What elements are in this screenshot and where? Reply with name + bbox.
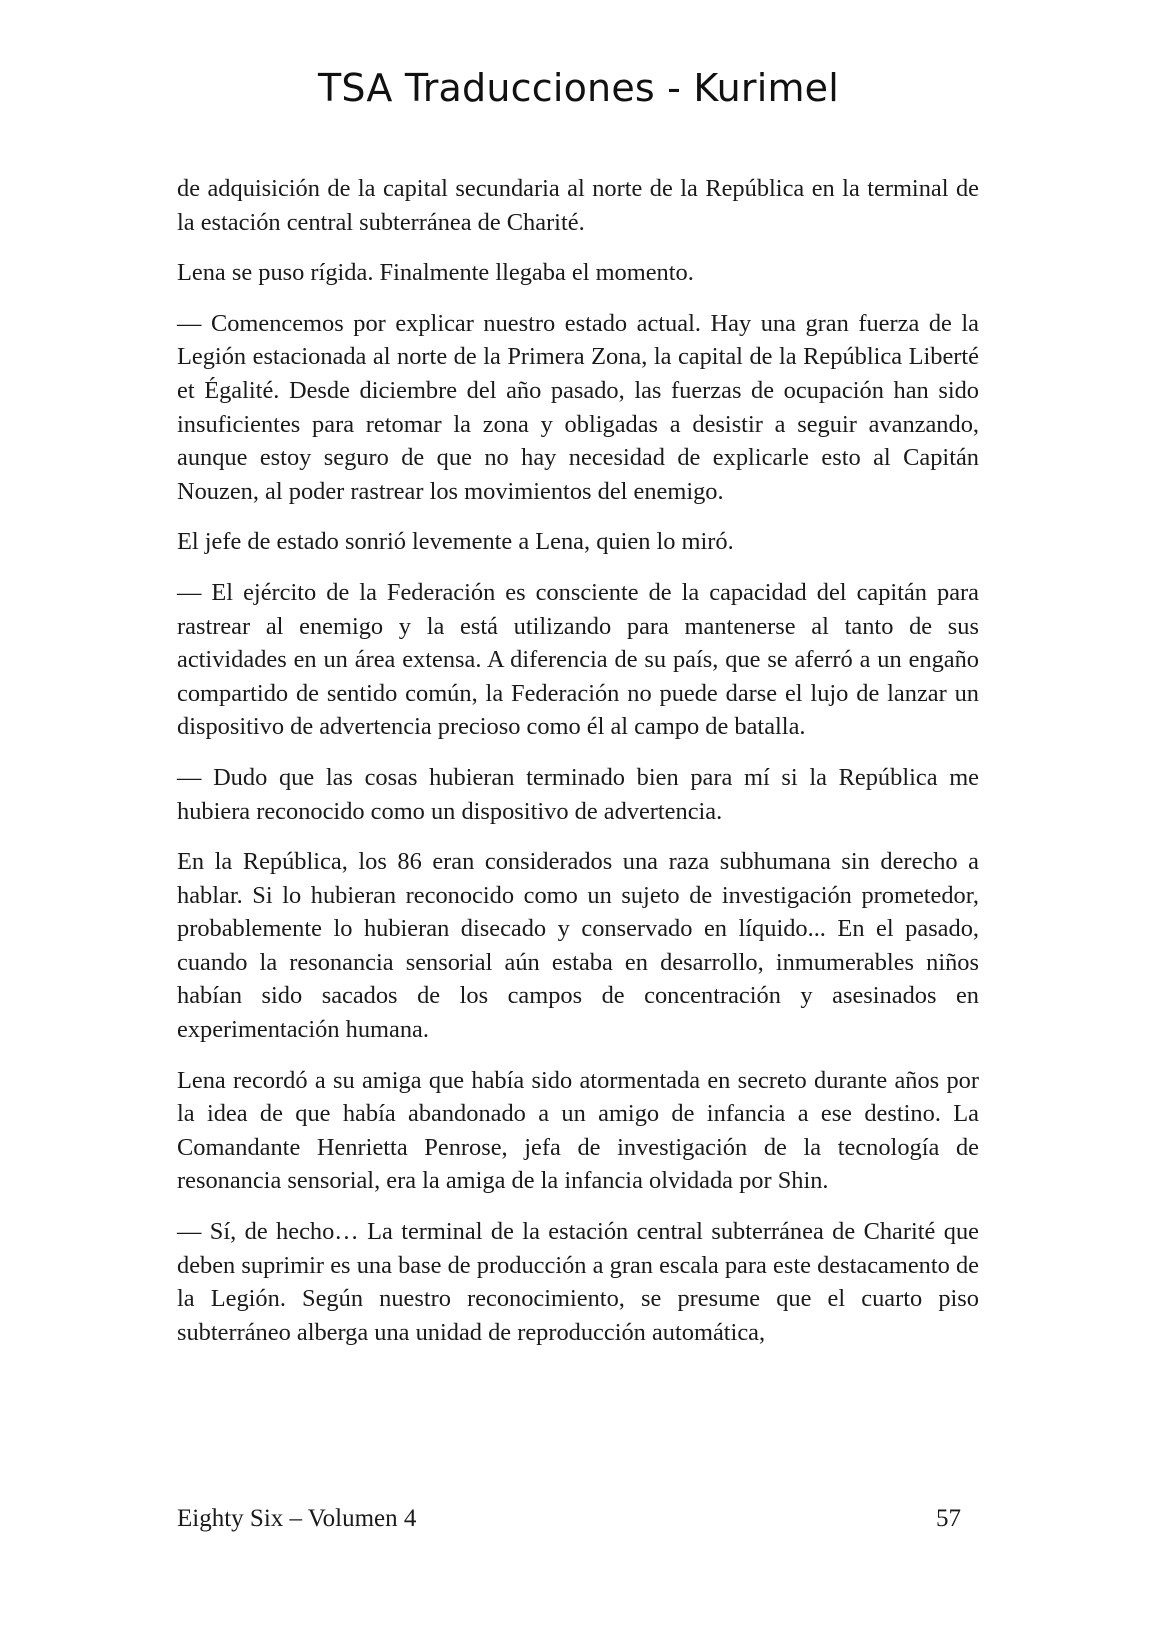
paragraph: El jefe de estado sonrió levemente a Lena, quien lo miró.	[177, 528, 734, 556]
paragraph: Lena se puso rígida. Finalmente llegaba el momento.	[177, 259, 694, 287]
page-header-title: TSA Traducciones - Kurimel	[317, 66, 840, 110]
paragraph: — Sí, de hecho… La terminal de la estación central subterránea de Charité que deben suprimir es una base de producción a gran escala para este destacamento de la Legión. Según nuestro reconocimiento, se presume que el cuarto piso subterráneo alberga una unidad de reproducción automática,	[177, 1218, 979, 1346]
paragraph: — El ejército de la Federación es consciente de la capacidad del capitán para rastrear al enemigo y la está utilizando para mantenerse al tanto de sus actividades en un área extensa. A diferencia de su país, que se aferró a un engaño compartido de sentido común, la Federación no puede darse el lujo de lanzar un dispositivo de advertencia precioso como él al campo de batalla.	[177, 578, 979, 741]
paragraph: Lena recordó a su amiga que había sido atormentada en secreto durante años por la idea de que había abandonado a un amigo de infancia a ese destino. La Comandante Henrietta Penrose, jefa de investigación de la tecnología de resonancia sensorial, era la amiga de la infancia olvidada por Shin.	[177, 1066, 979, 1195]
paragraph: En la República, los 86 eran considerados una raza subhumana sin derecho a hablar. Si lo hubieran reconocido como un sujeto de investigación prometedor, probablemente lo hubieran disecado y conservado en líquido... En el pasado, cuando la resonancia sensorial aún estaba en desarrollo, inmumerables niños habían sido sacados de los campos de concentración y asesinados en experimentación humana.	[177, 848, 979, 1044]
paragraph: de adquisición de la capital secundaria al norte de la República en la terminal de la estación central subterránea de Charité.	[177, 175, 979, 236]
footer-page-number: 57	[936, 1505, 961, 1532]
paragraph: — Comencemos por explicar nuestro estado actual. Hay una gran fuerza de la Legión estacionada al norte de la Primera Zona, la capital de la República Liberté et Égalité. Desde diciembre del año pasado, las fuerzas de ocupación han sido insuficientes para retomar la zona y obligadas a desistir a seguir avanzando, aunque estoy seguro de que no hay necesidad de explicarle esto al Capitán Nouzen, al poder rastrear los movimientos del enemigo.	[177, 309, 979, 505]
footer-book-title: Eighty Six – Volumen 4	[177, 1505, 417, 1532]
paragraph: — Dudo que las cosas hubieran terminado bien para mí si la República me hubiera reconocido como un dispositivo de advertencia.	[177, 763, 979, 825]
body-text	[177, 172, 979, 1366]
